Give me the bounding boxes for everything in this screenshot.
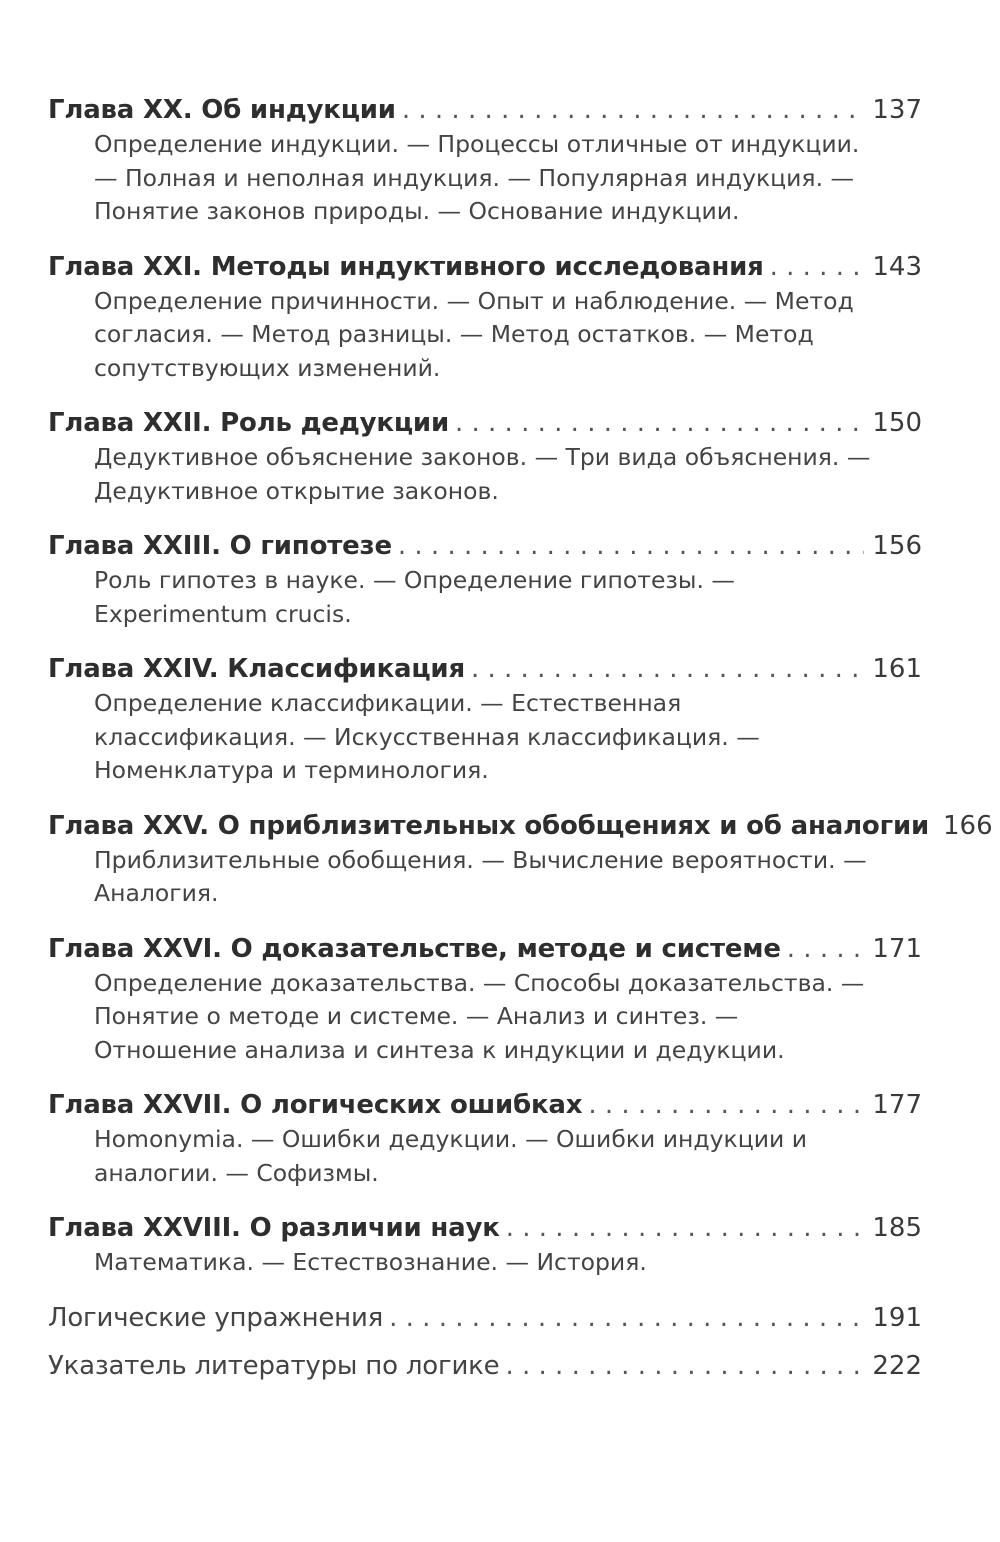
toc-entry-heading[interactable] (48, 808, 993, 844)
page-number: 191 (872, 1302, 922, 1333)
page-number: 161 (872, 654, 922, 684)
dot-leader (787, 931, 865, 967)
dot-leader (398, 528, 864, 564)
toc-entry-heading[interactable] (48, 405, 922, 441)
toc-entry-chapter-28 (48, 1210, 922, 1280)
chapter-title: Глава XXVI. О доказательстве, методе и системе (48, 933, 781, 964)
section-title: Указатель литературы по логике (48, 1350, 500, 1381)
toc-entry-chapter-26 (48, 931, 922, 1068)
toc-entry-heading[interactable] (48, 92, 922, 128)
toc-entry-heading[interactable] (48, 528, 922, 564)
dot-leader (505, 1348, 864, 1384)
toc-entry-heading[interactable] (48, 1300, 922, 1336)
page-number: 156 (872, 531, 922, 561)
dot-leader (471, 651, 864, 687)
toc-entry-chapter-20 (48, 92, 922, 229)
toc-entry-chapter-22 (48, 405, 922, 508)
toc-entry-heading[interactable] (48, 651, 922, 687)
page-number: 177 (872, 1090, 922, 1120)
page-number: 185 (872, 1213, 922, 1243)
chapter-description: Приблизительные обобщения. — Вычисление вероятности. — Аналогия. (94, 845, 867, 907)
chapter-title: Глава XXVII. О логических ошибках (48, 1090, 583, 1120)
chapter-description: Homonymia. — Ошибки дедукции. — Ошибки индукции и аналогии. — Софизмы. (94, 1125, 808, 1187)
page-number: 143 (872, 251, 922, 282)
chapter-description: Роль гипотез в науке. — Определение гипотезы. — Experimentum crucis. (94, 566, 735, 628)
chapter-description: Дедуктивное объяснение законов. — Три вида объяснения. — Дедуктивное открытие законов. (94, 443, 871, 505)
dot-leader (770, 249, 865, 285)
toc-entry-heading[interactable] (48, 1087, 922, 1123)
page-number: 166 (943, 810, 993, 841)
page-number: 171 (872, 933, 922, 964)
dot-leader (588, 1087, 864, 1123)
chapter-title: Глава XXIV. Классификация (48, 654, 465, 684)
dot-leader (506, 1210, 865, 1246)
chapter-title: Глава XXIII. О гипотезе (48, 531, 392, 561)
chapter-description: Определение классификации. — Естественная классификация. — Искусственная классификация. — Номенклатура и терминология. (94, 689, 760, 784)
toc-entry-heading[interactable] (48, 1210, 922, 1246)
dot-leader (402, 92, 865, 128)
toc-entry-chapter-24 (48, 651, 922, 788)
page-number: 222 (872, 1350, 922, 1381)
dot-leader (455, 405, 864, 441)
page-number: 150 (872, 408, 922, 438)
toc-entry-chapter-25 (48, 808, 993, 911)
toc-entry-exercises (48, 1300, 922, 1336)
toc-entry-chapter-27 (48, 1087, 922, 1190)
section-title: Логические упражнения (48, 1302, 384, 1333)
toc-entry-chapter-21 (48, 249, 922, 386)
toc-entry-heading[interactable] (48, 249, 922, 285)
chapter-title: Глава XXVIII. О различии наук (48, 1213, 500, 1243)
toc-entry-heading[interactable] (48, 931, 922, 967)
chapter-description: Определение причинности. — Опыт и наблюдение. — Метод согласия. — Метод разницы. — Метод остатков. — Метод сопутствующих изменений. (94, 286, 854, 382)
page-number: 137 (872, 95, 922, 125)
toc-entry-heading[interactable] (48, 1348, 922, 1384)
chapter-title: Глава XXV. О приблизительных обобщениях и об аналогии (48, 810, 929, 841)
toc-entry-chapter-23 (48, 528, 922, 631)
chapter-description: Математика. — Естествознание. — История. (94, 1248, 647, 1276)
chapter-title: Глава XX. Об индукции (48, 95, 396, 125)
dot-leader (389, 1300, 864, 1336)
chapter-description: Определение индукции. — Процессы отличные от индукции. — Полная и неполная индукция. — Популярная индукция. — Понятие законов природы. — Основание индукции. (94, 130, 860, 225)
chapter-title: Глава XXI. Методы индуктивного исследования (48, 251, 764, 282)
chapter-title: Глава XXII. Роль дедукции (48, 408, 449, 438)
toc-entry-bibliography (48, 1348, 922, 1384)
chapter-description: Определение доказательства. — Способы доказательства. — Понятие о методе и системе. — Анализ и синтез. — Отношение анализа и синтеза к индукции и дедукции. (94, 968, 865, 1064)
